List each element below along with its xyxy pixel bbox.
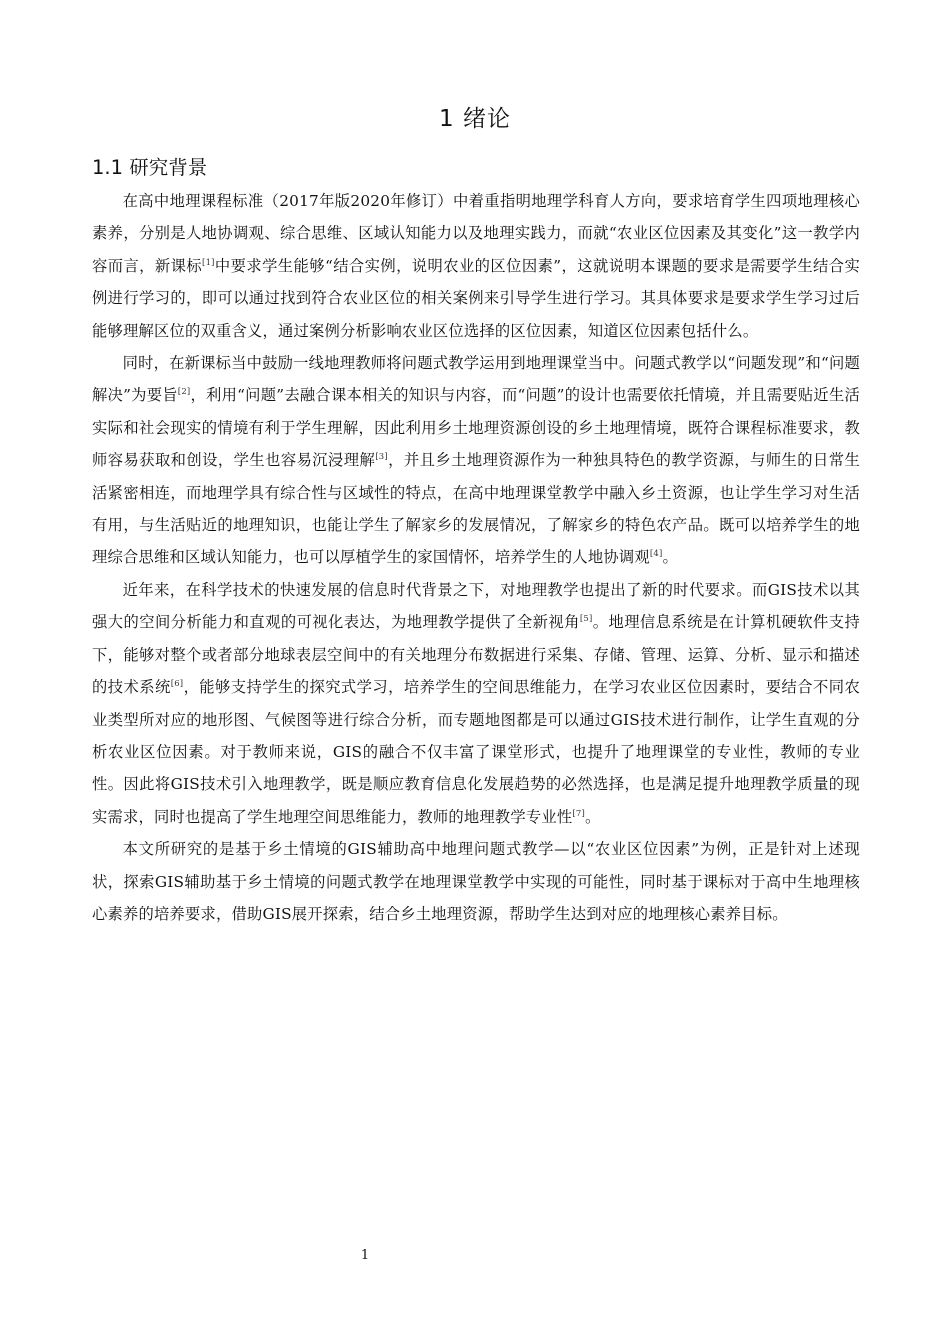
paragraph-text: 同时，在新课标当中鼓励一线地理教师将问题式教学运用到地理课堂当中。问题式教学以“问题发现”和“问题解决”为要旨: [92, 354, 860, 405]
body-paragraph: [92, 185, 860, 347]
citation-ref: [6]: [170, 679, 184, 689]
page-number: 1: [360, 1248, 370, 1263]
chapter-title: 1 绪论: [439, 106, 511, 132]
body-paragraph: [92, 833, 860, 930]
citation-ref: [5]: [579, 614, 593, 625]
paragraph-text: ，能够支持学生的探究式学习，培养学生的空间思维能力，在学习农业区位因素时，要结合不同农业类型所对应的地形图、气候图等进行综合分析，而专题地图都是可以通过GIS技术进行制作，让学生直观的分析农业区位因素。对于教师来说，GIS的融合不仅丰富了课堂形式，也提升了地理课堂的专业性，教师的专业性。因此将GIS技术引入地理教学，既是顺应教育信息化发展趋势的必然选择，也是满足提升地理教学质量的现实需求，同时也提高了学生地理空间思维能力，教师的地理教学专业性: [92, 678, 860, 826]
citation-ref: [3]: [375, 452, 388, 463]
paragraph-text: 。地理信息系统是在计算机硬软件支持下，能够对整个或者部分地球表层空间中的有关地理分布数据进行采集、存储、管理、运算、分析、显示和描述的技术系统: [92, 613, 861, 697]
citation-ref: [7]: [572, 808, 586, 819]
paragraph-text: ，利用“问题”去融合课本相关的知识与内容，而“问题”的设计也需要依托情境，并且需要贴近生活实际和社会现实的情境有利于学生理解，因此利用乡土地理资源创设的乡土地理情境，既符合课程标准要求，教师容易获取和创设，学生也容易沉浸理解: [92, 386, 860, 470]
body-paragraph: [92, 574, 860, 833]
citation-ref: [1]: [202, 257, 215, 268]
citation-ref: [4]: [649, 549, 663, 560]
paragraph-text: 近年来，在科学技术的快速发展的信息时代背景之下，对地理教学也提出了新的时代要求。而GIS技术以其强大的空间分析能力和直观的可视化表达，为地理教学提供了全新视角: [92, 580, 860, 632]
paragraph-text: 在高中地理课程标准（2017年版2020年修订）中着重指明地理学科育人方向，要求培育学生四项地理核心素养，分别是人地协调观、综合思维、区域认知能力以及地理实践力，而就“农业区位因素及其变化”这一教学内容而言，新课标: [92, 192, 860, 275]
paragraph-text: 中要求学生能够“结合实例，说明农业的区位因素”，这就说明本课题的要求是需要学生结合实例进行学习的，即可以通过找到符合农业区位的相关案例来引导学生进行学习。其具体要求是要求学生学习过后能够理解区位的双重含义，通过案例分析影响农业区位选择的区位因素，知道区位因素包括什么。: [92, 256, 860, 340]
paragraph-text: 。: [662, 548, 679, 567]
paragraph-text: 本文所研究的是基于乡土情境的GIS辅助高中地理问题式教学—以“农业区位因素”为例，正是针对上述现状，探索GIS辅助基于乡土情境的问题式教学在地理课堂教学中实现的可能性，同时基于课标对于高中生地理核心素养的培养要求，借助GIS展开探索，结合乡土地理资源，帮助学生达到对应的地理核心素养目标。: [92, 840, 860, 923]
body-paragraph: [92, 347, 860, 574]
section-title: 1.1 研究背景: [92, 156, 208, 179]
citation-ref: [2]: [177, 387, 191, 398]
paragraph-text: 。: [585, 807, 601, 826]
paragraph-text: ，并且乡土地理资源作为一种独具特色的教学资源，与师生的日常生活紧密相连，而地理学具有综合性与区域性的特点，在高中地理课堂教学中融入乡土资源，也让学生学习对生活有用，与生活贴近的地理知识，也能让学生了解家乡的发展情况，了解家乡的特色农产品。既可以培养学生的地理综合思维和区域认知能力，也可以厚植学生的家国情怀，培养学生的人地协调观: [92, 451, 860, 567]
body-text: [92, 185, 860, 930]
